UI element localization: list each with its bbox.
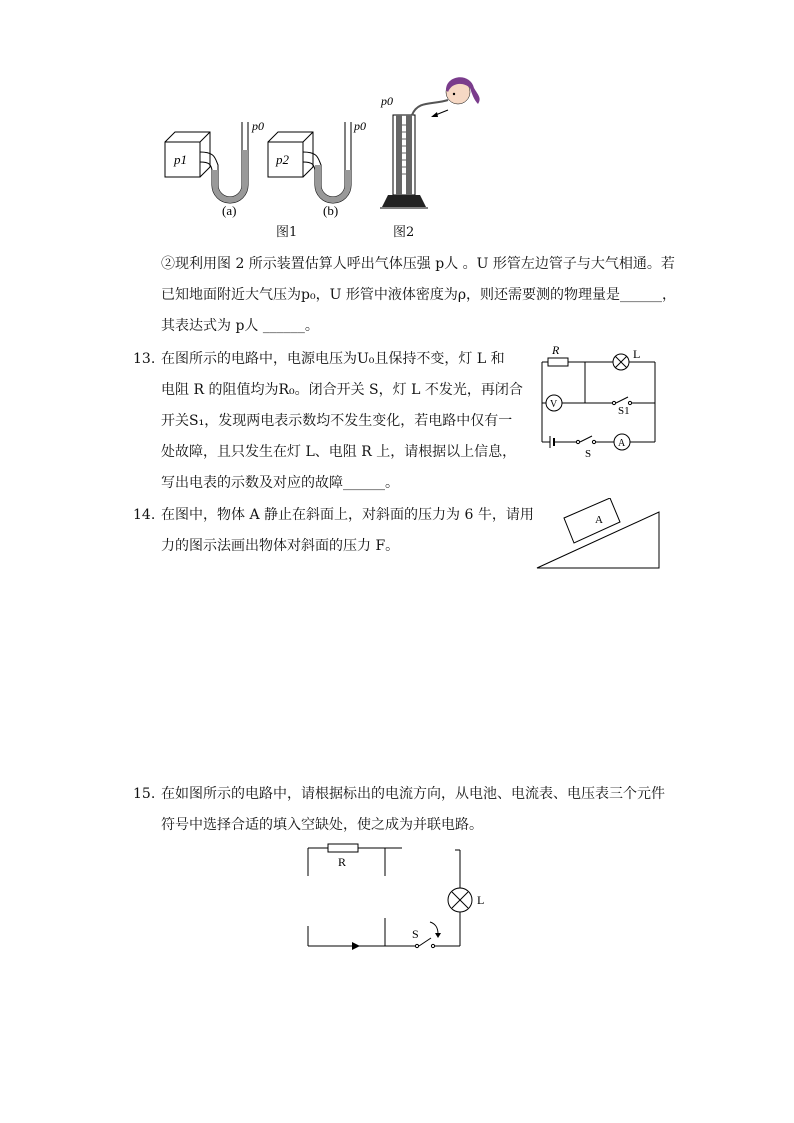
q14-a-label: A <box>595 514 603 526</box>
fig2-p0-label: p0 <box>381 94 393 108</box>
q15-line-1: 在如图所示的电路中，请根据标出的电流方向，从电池、电流表、电压表三个元件 <box>161 786 665 802</box>
figure-2 <box>378 70 488 220</box>
q12-line-1: ②现利用图 2 所示装置估算人呼出气体压强 p人 。U 形管左边管子与大气相通。若 <box>161 256 675 272</box>
q13-s1-label: S1 <box>618 405 630 417</box>
caption-a: (a) <box>222 203 237 218</box>
figure-2-title: 图2 <box>393 225 415 240</box>
q13-s-label: S <box>585 448 592 460</box>
figure-1-title: 图1 <box>276 225 298 240</box>
q15-l-label: L <box>477 893 485 907</box>
q13-r-label: R <box>552 343 560 357</box>
q13-circuit-diagram <box>530 340 670 465</box>
resistor-r <box>548 358 568 366</box>
q14-line-1: 在图中，物体 A 静止在斜面上，对斜面的压力为 6 牛，请用 <box>161 507 534 523</box>
resistor-r <box>328 844 358 852</box>
q12-line-2: 已知地面附近大气压为p₀，U 形管中液体密度为ρ，则还需要测的物理量是______， <box>161 287 677 303</box>
current-arrow <box>352 942 360 950</box>
q13-line-5: 写出电表的示数及对应的故障______。 <box>161 475 399 491</box>
p0a-label: p0 <box>252 119 264 133</box>
q14-line-2: 力的图示法画出物体对斜面的压力 F。 <box>161 538 400 554</box>
caption-b: (b) <box>323 203 339 218</box>
figure-1 <box>160 110 380 240</box>
q13-v-label: V <box>550 399 558 410</box>
q13-l-label: L <box>633 347 641 361</box>
q15-r-label: R <box>338 855 347 869</box>
q12-line-3: 其表达式为 p人 ______。 <box>161 318 319 334</box>
q14-number: 14. <box>133 507 156 523</box>
p0b-label: p0 <box>354 119 366 133</box>
q15-number: 15. <box>133 786 156 802</box>
q13-number: 13. <box>133 351 156 367</box>
q14-incline-diagram <box>532 498 664 573</box>
q15-circuit-diagram <box>300 838 500 953</box>
block-a <box>564 498 620 543</box>
q15-s-label: S <box>412 927 419 941</box>
q13-line-4: 处故障，且只发生在灯 L、电阻 R 上，请根据以上信息， <box>161 444 517 460</box>
q13-line-3: 开关S₁，发现两电表示数均不发生变化，若电路中仅有一 <box>161 413 513 429</box>
q13-line-2: 电阻 R 的阻值均为R₀。闭合开关 S，灯 L 不发光，再闭合 <box>161 382 523 398</box>
q13-line-1: 在图所示的电路中，电源电压为U₀且保持不变，灯 L 和 <box>161 351 505 367</box>
q13-a-label: A <box>618 438 626 449</box>
p1-label: p1 <box>174 152 187 167</box>
q15-line-2: 符号中选择合适的填入空缺处，使之成为并联电路。 <box>161 817 483 833</box>
p2-label: p2 <box>276 152 289 167</box>
